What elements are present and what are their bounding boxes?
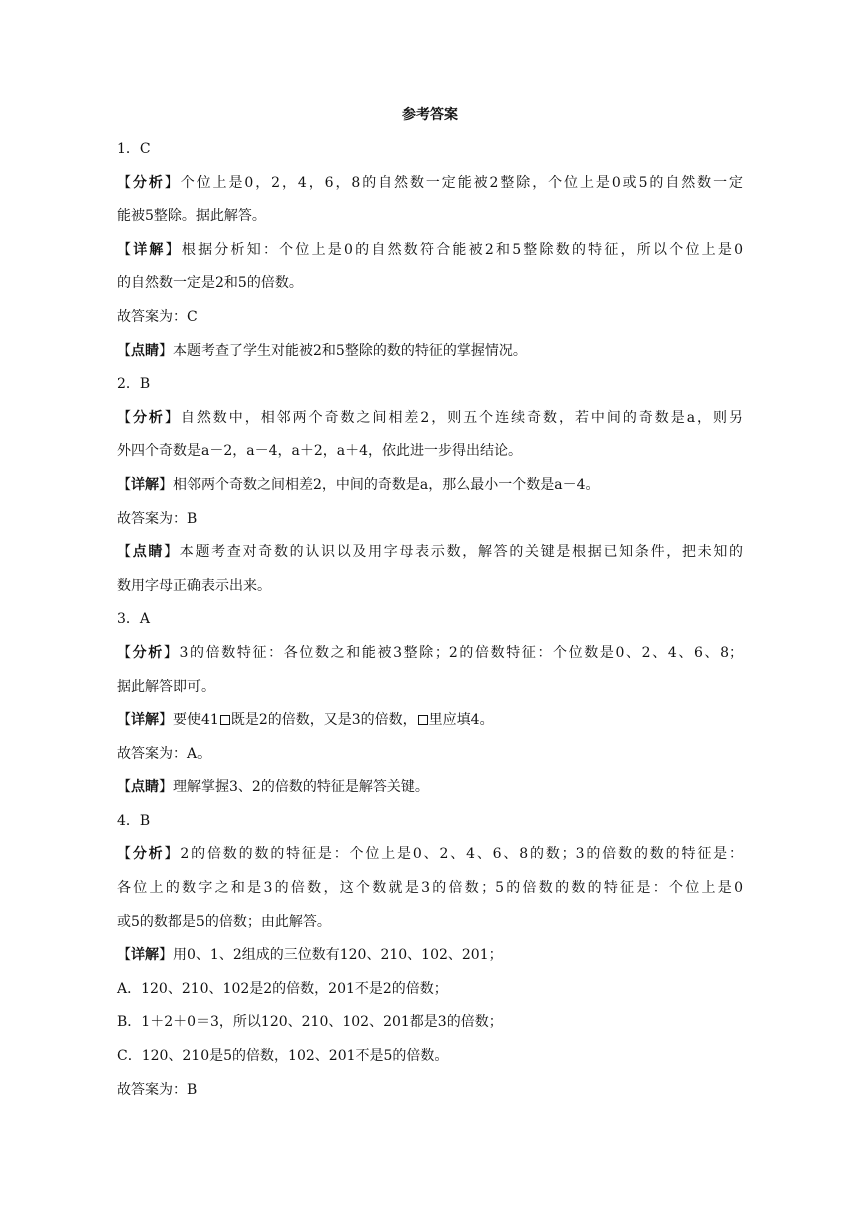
line-text: 故答案为：B: [117, 510, 198, 527]
bracket-open: 【: [117, 409, 133, 426]
section-tag: 详解: [131, 947, 159, 964]
text-line: [117, 939, 743, 973]
bracket-open: 【: [117, 712, 131, 729]
text-line: [117, 973, 743, 1007]
bracket-open: 【: [117, 342, 131, 359]
section-tag: 点睛: [131, 342, 159, 359]
text-line: [117, 435, 743, 469]
text-line: [117, 771, 743, 805]
bracket-close: 】: [164, 846, 181, 863]
bracket-open: 【: [117, 779, 131, 796]
bracket-open: 【: [117, 241, 134, 258]
bracket-close: 】: [165, 241, 182, 258]
line-text: 据此解答即可。: [117, 678, 215, 695]
line-text: 自然数中，相邻两个奇数之间相差2，则五个连续奇数，若中间的奇数是a，则另: [180, 409, 743, 426]
text-line: [117, 301, 743, 335]
bracket-close: 】: [159, 342, 173, 359]
line-text: 2．B: [117, 376, 151, 393]
section-tag: 详解: [131, 712, 159, 729]
line-text: 既是2的倍数，又是3的倍数，: [230, 712, 417, 729]
section-tag: 分析: [132, 174, 165, 191]
line-text: 本题考查对奇数的认识以及用字母表示数，解答的关键是根据已知条件，把未知的: [179, 544, 744, 561]
answer-content: [117, 133, 743, 1107]
bracket-open: 【: [117, 644, 133, 661]
bracket-open: 【: [117, 846, 133, 863]
line-text: 数用字母正确表示出来。: [117, 577, 271, 594]
text-line: [117, 1074, 743, 1108]
text-line: [117, 167, 743, 201]
line-text: 故答案为：B: [117, 1081, 198, 1098]
section-tag: 分析: [132, 846, 165, 863]
bracket-open: 【: [117, 476, 131, 493]
bracket-close: 】: [159, 947, 173, 964]
bracket-close: 】: [159, 712, 173, 729]
blank-box: [418, 715, 428, 725]
text-line: [117, 838, 743, 872]
text-line: [117, 570, 743, 604]
section-tag: 分析: [132, 409, 165, 426]
line-text: 3的倍数特征：各位数之和能被3整除；2的倍数特征：个位数是0、2、4、6、8；: [179, 644, 744, 661]
line-text: 2的倍数的数的特征是：个位上是0、2、4、6、8的数；3的倍数的数的特征是：: [180, 846, 744, 863]
text-line: [117, 1040, 743, 1074]
text-line: [117, 335, 743, 369]
section-tag: 分析: [132, 644, 164, 661]
text-line: [117, 872, 743, 906]
line-text: 各位上的数字之和是3的倍数，这个数就是3的倍数；5的倍数的数的特征是：个位上是0: [117, 880, 743, 897]
line-text: 里应填4。: [428, 712, 494, 729]
section-tag: 点睛: [131, 779, 159, 796]
line-text: 个位上是0，2，4，6，8的自然数一定能被2整除，个位上是0或5的自然数一定: [180, 174, 743, 191]
section-tag: 点睛: [132, 544, 165, 561]
text-line: [117, 267, 743, 301]
line-text: 要使41: [173, 712, 219, 729]
line-text: 本题考查了学生对能被2和5整除的数的特征的掌握情况。: [173, 342, 527, 359]
text-line: [117, 402, 743, 436]
text-line: [117, 671, 743, 705]
line-text: A．120、210、102是2的倍数，201不是2的倍数；: [117, 980, 448, 997]
text-line: [117, 469, 743, 503]
bracket-close: 】: [163, 644, 180, 661]
bracket-close: 】: [159, 779, 173, 796]
bracket-open: 【: [117, 544, 133, 561]
page-title: 参考答案: [402, 107, 458, 123]
section-tag: 详解: [133, 241, 166, 258]
bracket-close: 】: [159, 476, 173, 493]
line-text: 根据分析知：个位上是0的自然数符合能被2和5整除数的特征，所以个位上是0: [181, 241, 744, 258]
text-line: [117, 503, 743, 537]
text-line: [117, 368, 743, 402]
line-text: 4．B: [117, 812, 151, 829]
line-text: 外四个奇数是a－2，a－4，a＋2，a＋4，依此进一步得出结论。: [117, 443, 523, 460]
text-line: [117, 906, 743, 940]
line-text: 的自然数一定是2和5的倍数。: [117, 275, 303, 292]
bracket-close: 】: [164, 544, 180, 561]
text-line: [117, 603, 743, 637]
bracket-close: 】: [164, 174, 181, 191]
bracket-open: 【: [117, 174, 133, 191]
line-text: B．1＋2＋0＝3，所以120、210、102、201都是3的倍数；: [117, 1014, 503, 1031]
line-text: 用0、1、2组成的三位数有120、210、102、201；: [173, 947, 503, 964]
text-line: [117, 200, 743, 234]
text-line: [117, 738, 743, 772]
line-text: 3．A: [117, 611, 151, 628]
line-text: 故答案为：A。: [117, 745, 212, 762]
text-line: [117, 637, 743, 671]
text-line: [117, 704, 743, 738]
bracket-open: 【: [117, 947, 131, 964]
line-text: 或5的数都是5的倍数；由此解答。: [117, 913, 331, 930]
text-line: [117, 536, 743, 570]
blank-box: [220, 715, 230, 725]
line-text: 能被5整除。据此解答。: [117, 208, 266, 225]
line-text: 理解掌握3、2的倍数的特征是解答关键。: [173, 779, 429, 796]
line-text: 相邻两个奇数之间相差2，中间的奇数是a，那么最小一个数是a－4。: [173, 476, 600, 493]
text-line: [117, 133, 743, 167]
text-line: [117, 234, 743, 268]
section-tag: 详解: [131, 476, 159, 493]
text-line: [117, 805, 743, 839]
bracket-close: 】: [164, 409, 181, 426]
line-text: C．120、210是5的倍数，102、201不是5的倍数。: [117, 1048, 449, 1065]
line-text: 故答案为：C: [117, 308, 198, 325]
text-line: [117, 1006, 743, 1040]
line-text: 1．C: [117, 141, 151, 157]
